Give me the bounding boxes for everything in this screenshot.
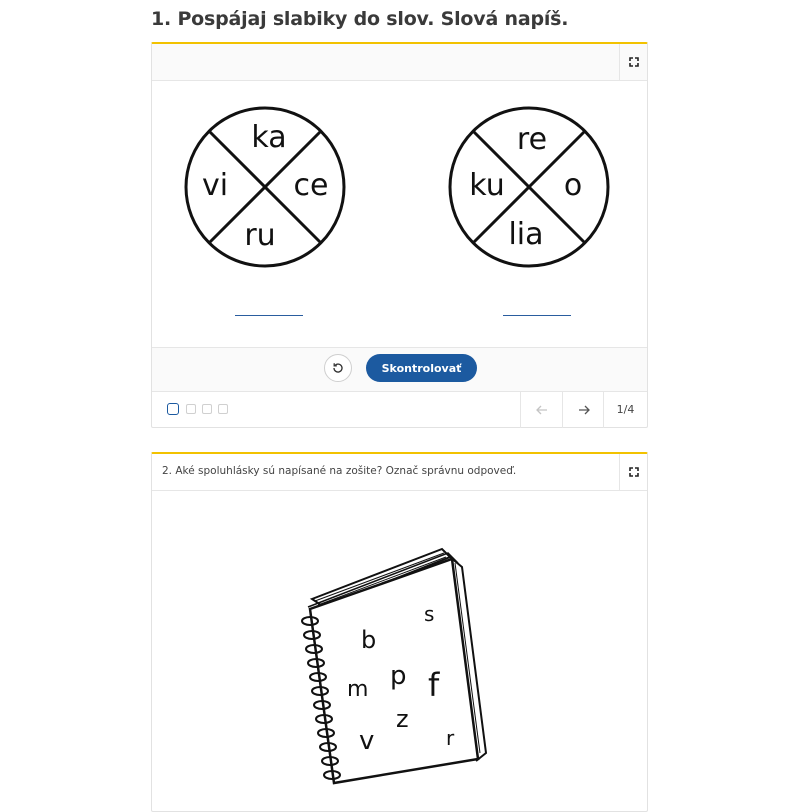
syllable-circle-1 [186, 108, 344, 266]
task2-title: 2. Aké spoluhlásky sú napísané na zošite? Označ správnu odpoveď. [162, 465, 517, 477]
syllable-o: o [563, 168, 583, 203]
syllable-circle-2 [450, 108, 608, 266]
reset-button[interactable] [324, 354, 352, 382]
fullscreen-button[interactable] [619, 44, 647, 80]
syllable-ce: ce [293, 168, 329, 203]
notebook-letter-m: m [347, 677, 369, 702]
notebook-letter-s: s [424, 602, 435, 626]
fullscreen-button-2[interactable] [619, 454, 647, 490]
notebook-letter-v: v [359, 726, 375, 756]
notebook-illustration [152, 491, 649, 811]
prev-page-button[interactable] [520, 391, 562, 428]
fullscreen-icon [629, 467, 639, 477]
page-counter: 1/4 [603, 391, 647, 428]
answer-blank-1[interactable] [235, 315, 303, 316]
syllable-lia: lia [508, 217, 544, 252]
notebook-letter-p: p [390, 661, 407, 691]
syllable-exercise [152, 81, 647, 347]
fullscreen-icon [629, 57, 639, 67]
answer-blank-2[interactable] [503, 315, 571, 316]
page-dot-3[interactable] [202, 404, 212, 414]
task2-card [151, 452, 648, 812]
task1-heading: 1. Pospájaj slabiky do slov. Slová napíš. [151, 8, 569, 30]
check-button[interactable]: Skontrolovať [366, 354, 477, 382]
next-page-button[interactable] [562, 391, 604, 428]
notebook-letter-b: b [361, 626, 377, 654]
syllable-vi: vi [201, 168, 229, 203]
task1-card [151, 42, 648, 428]
page-dot-4[interactable] [218, 404, 228, 414]
reset-icon [332, 362, 344, 374]
arrow-left-icon [536, 405, 548, 415]
page-dot-2[interactable] [186, 404, 196, 414]
task1-controls [152, 347, 647, 392]
page-dot-1[interactable] [167, 403, 179, 415]
notebook-letter-f: f [428, 666, 440, 704]
syllable-ku: ku [469, 168, 505, 203]
notebook-letter-z: z [396, 705, 409, 733]
syllable-ru: ru [244, 218, 276, 253]
syllable-circles [152, 81, 649, 347]
task1-card-header [152, 44, 647, 81]
task2-card-header [152, 454, 647, 491]
syllable-re: re [516, 122, 548, 157]
arrow-right-icon [578, 405, 590, 415]
notebook-letter-r: r [446, 726, 455, 750]
syllable-ka: ka [251, 120, 287, 155]
task1-pagination [152, 391, 647, 428]
